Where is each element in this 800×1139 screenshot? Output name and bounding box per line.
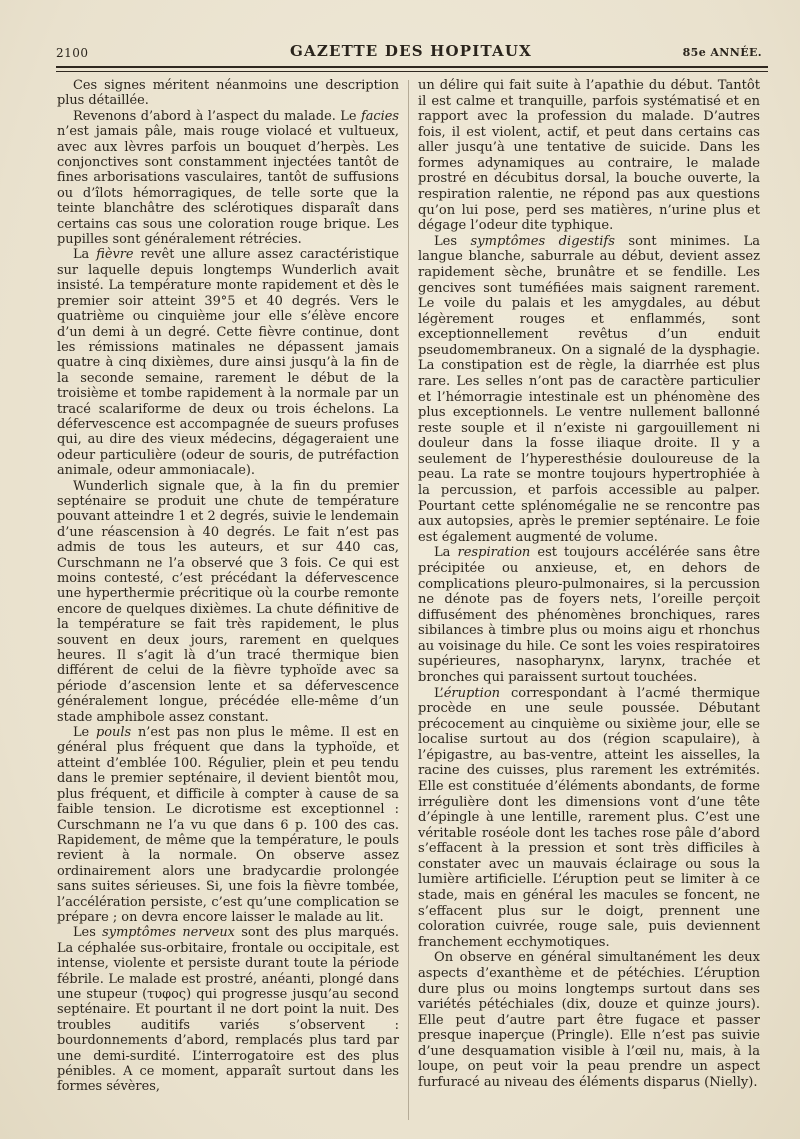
running-header <box>56 40 766 62</box>
paragraph: Les symptômes digestifs sont minimes. La langue blanche, saburrale au début, devient assez rapidement sèche, brunâtre et se fendille. Les gencives sont tuméfiées mais saignent rarement. Le voile du palais et les amygdales, au début légèrement rouges et enflammés, sont exceptionnellement revêtus d’un enduit pseudomembraneux. On a signalé de la dysphagie. La constipation est de règle, la diarrhée est plus rare. Les selles n’ont pas de caractère particulier et l’hémorragie intestinale est un phénomène des plus exceptionnels. Le ventre nullement ballonné reste souple et il n’existe ni gargouillement ni douleur dans la fosse iliaque droite. Il y a seulement de l’hyperesthésie douloureuse de la peau. La rate se montre toujours hypertrophiée à la percussion, et parfois accessible au palper. Pourtant cette splénomégalie ne se rencontre pas aux autopsies, après le premier septénaire. Le foie est également augmenté de volume. <box>418 233 760 545</box>
paragraph: Les symptômes nerveux sont des plus marqués. La céphalée sus-orbitaire, frontale ou occipitale, est intense, violente et persiste durant toute la période fébrile. Le malade est prostré, anéanti, plongé dans une stupeur (τυφος) qui progresse jusqu’au second septénaire. Et pourtant il ne dort point la nuit. Des troubles auditifs variés s’observent : bourdonnements d’abord, remplacés plus tard par une demi-surdité. L’interrogatoire est des plus pénibles. A ce moment, apparaît surtout dans les formes sévères, <box>57 925 399 1095</box>
paragraph: Le pouls n’est pas non plus le même. Il est en général plus fréquent que dans la typhoïde, et atteint d’emblée 100. Régulier, plein et peu tendu dans le premier septénaire, il devient bientôt mou, plus fréquent, et difficile à compter à cause de sa faible tension. Le dicrotisme est exceptionnel : Curschmann ne l’a vu que dans 6 p. 100 des cas. Rapidement, de même que la température, le pouls revient à la normale. On observe assez ordinairement alors une bradycardie prolongée sans suites sérieuses. Si, une fois la fièvre tombée, l’accélération persiste, c’est qu’une complication se prépare ; on devra encore laisser le malade au lit. <box>57 725 399 925</box>
year-label: 85e ANNÉE. <box>682 46 762 59</box>
header-rule-thick <box>56 66 768 68</box>
paragraph: Revenons d’abord à l’aspect du malade. Le facies n’est jamais pâle, mais rouge violacé et vultueux, avec aux lèvres parfois un bouquet d’herpès. Les conjonctives sont constamment injectées tantôt de fines arborisations vasculaires, tantôt de suffusions ou d’îlots hémorragiques, de telle sorte que la teinte blanchâtre des sclérotiques disparaît dans certains cas sous une coloration rouge brique. Les pupilles sont généralement rétrécies. <box>57 108 399 248</box>
paragraph: La respiration est toujours accélérée sans être précipitée ou anxieuse, et, en dehors de complications pleuro-pulmonaires, si la percussion ne dénote pas de foyers nets, l’oreille perçoit diffusément des phénomènes bronchiques, rares sibilances à timbre plus ou moins aigu et rhonchus au voisinage du hile. Ce sont les voies respiratoires supérieures, nasopharynx, larynx, trachée et bronches qui paraissent surtout touchées. <box>418 545 761 685</box>
page-number: 2100 <box>56 46 89 60</box>
left-column <box>57 78 399 1095</box>
journal-title: GAZETTE DES HOPITAUX <box>289 42 532 60</box>
paragraph: La fièvre revêt une allure assez caractéristique sur laquelle depuis longtemps Wunderlich avait insisté. La température monte rapidement et dès le premier soir atteint 39°5 et 40 degrés. Vers le quatrième ou cinquième jour elle s’élève encore d’un demi à un degré. Cette fièvre continue, dont les rémissions matinales ne dépassent jamais quatre à cinq dixièmes, dure ainsi jusqu’à la fin de la seconde semaine, rarement le début de la troisième et tombe rapidement à la normale par un tracé scalariforme de deux ou trois échelons. La défervescence est accompagnée de sueurs profuses qui, au dire des vieux médecins, dégageraient une odeur particulière (odeur de souris, de putréfaction animale, odeur ammoniacale). <box>57 247 399 479</box>
paragraph: un délire qui fait suite à l’apathie du début. Tantôt il est calme et tranquille, parfois systématisé et en rapport avec la profession du malade. D’autres fois, il est violent, actif, et peut dans certains cas aller jusqu’à une tentative de suicide. Dans les formes adynamiques au contraire, le malade prostré en décubitus dorsal, la bouche ouverte, la respiration ralentie, ne répond pas aux questions qu’on lui pose, perd ses matières, n’urine plus et dégage l’odeur dite typhique. <box>418 78 760 234</box>
paragraph: Wunderlich signale que, à la fin du premier septénaire se produit une chute de température pouvant atteindre 1 et 2 degrés, suivie le lendemain d’une réascension à 40 degrés. Le fait n’est pas admis de tous les auteurs, et sur 440 cas, Curschmann ne l’a observé que 3 fois. Ce qui est moins contesté, c’est précédant la défervescence une hyperthermie précritique où la courbe remonte encore de quelques dixièmes. La chute définitive de la température se fait très rapidement, le plus souvent en deux jours, rarement en quelques heures. Il s’agit là d’un tracé thermique bien différent de celui de la fièvre typhoïde avec sa période d’ascension lente et sa défervescence généralement longue, précédée elle-même d’un stade amphibole assez constant. <box>57 478 399 725</box>
paragraph: Ces signes méritent néanmoins une description plus détaillée. <box>57 78 399 109</box>
paragraph: L’éruption correspondant à l’acmé thermique procède en une seule poussée. Débutant précocement au cinquième ou sixième jour, elle se localise surtout au dos (région scapulaire), à l’épigastre, au bas-ventre, atteint les aisselles, la racine des cuisses, plus rarement les extrémités. Elle est constituée d’éléments abondants, de forme irrégulière dont les dimensions vont d’une tête d’épingle à une lentille, rarement plus. C’est une véritable roséole dont les taches rose pâle d’abord s’effacent à la pression et sont très difficiles à constater avec un mauvais éclairage ou sous la lumière artificielle. L’éruption peut se limiter à ce stade, mais en général les macules se foncent, ne s’effacent plus sur le doigt, prennent une coloration cuivrée, rouge sale, puis deviennent franchement ecchymotiques. <box>418 685 760 950</box>
paragraph: On observe en général simultanément les deux aspects d’exanthème et de pétéchies. L’éruption dure plus ou moins longtemps surtout dans ses variétés pétéchiales (dix, douze et quinze jours). Elle peut d’autre part être fugace et passer presque inaperçue (Pringle). Elle n’est pas suivie d’une desquamation visible à l’œil nu, mais, à la loupe, on peut voir la peau prendre un aspect furfuracé au niveau des éléments disparus (Nielly). <box>418 950 760 1090</box>
column-divider <box>408 80 409 1120</box>
right-column <box>418 78 760 1091</box>
header-rule-thin <box>56 71 768 72</box>
